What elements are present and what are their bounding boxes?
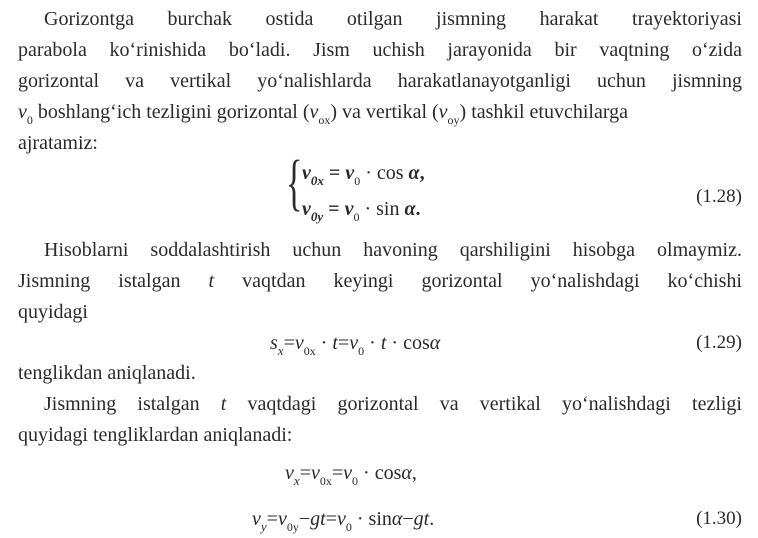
eq129-number: (1.29) (696, 332, 742, 353)
dot-operator: · (315, 332, 333, 354)
equals: = (331, 462, 344, 484)
symbol-v: v (252, 508, 261, 530)
equals: = (323, 162, 346, 184)
subscript: 0y (310, 209, 324, 224)
cos-text: · cos (360, 162, 409, 184)
symbol-v: v (302, 162, 311, 184)
text-fragment: Jismning istalgan (44, 393, 221, 415)
symbol-v: v (302, 198, 311, 220)
symbol-gt: gt (413, 508, 430, 530)
punctuation: . (415, 198, 421, 220)
symbol-t: t (332, 332, 338, 354)
subscript: 0 (345, 520, 352, 534)
symbol-v: v (309, 101, 319, 123)
para1-line4 (18, 99, 742, 127)
symbol-v: v (18, 101, 27, 123)
para2-line3: quyidagi (18, 301, 88, 323)
equals: = (325, 508, 337, 530)
text-fragment: vaqtdan keyingi gorizontal yoʻnalishdagi koʻchishi (214, 270, 742, 292)
eq128-row2 (302, 196, 421, 224)
text-fragment: ) tashkil etuvchilarga (459, 101, 629, 123)
para1-line2: parabola koʻrinishida boʻladi. Jism uchish jarayonida bir vaqtning oʻzida (18, 39, 742, 61)
dot-operator: · (364, 332, 381, 354)
equals: = (299, 462, 311, 484)
para1-line5: ajratamiz: (18, 132, 98, 154)
subscript: 0 (353, 210, 360, 224)
sin-text: · sin (359, 198, 405, 220)
text-fragment: vaqtdagi gorizontal va vertikal yoʻnalishdagi tezligi (226, 393, 742, 415)
eq129 (270, 330, 440, 358)
symbol-t: t (380, 332, 387, 354)
punctuation: . (429, 508, 435, 530)
eq130-row1 (285, 460, 417, 488)
dot-operator: · (386, 332, 404, 354)
symbol-v: v (277, 508, 287, 530)
alpha-symbol: α (391, 508, 403, 530)
symbol-v: v (310, 462, 320, 484)
subscript: ox (318, 113, 331, 127)
system-brace: { (286, 149, 303, 217)
symbol-v: v (336, 508, 346, 530)
eq128-number: (1.28) (696, 186, 742, 207)
symbol-t: t (208, 270, 215, 292)
symbol-v: v (349, 332, 359, 354)
para2-line2 (18, 268, 742, 294)
minus: − (402, 508, 414, 530)
subscript: 0x (303, 344, 316, 358)
equals: = (283, 332, 295, 354)
para3-line2 (44, 391, 742, 417)
punctuation: , (419, 162, 425, 184)
text-fragment: ) va vertikal ( (330, 101, 439, 123)
punctuation: , (411, 462, 417, 484)
subscript: 0 (352, 474, 359, 488)
alpha-symbol: α (404, 198, 416, 220)
para1-line1: Gorizontga burchak ostida otilgan jismning harakat trayektoriyasi (44, 8, 742, 30)
subscript: y (260, 519, 267, 534)
para3-line3: quyidagi tengliklardan aniqlanadi: (18, 424, 293, 446)
symbol-s: s (270, 332, 278, 354)
subscript: 0x (319, 474, 332, 488)
sin-text: sin (368, 508, 392, 530)
minus: − (298, 508, 311, 530)
symbol-t: t (220, 393, 227, 415)
symbol-v: v (285, 462, 294, 484)
alpha-symbol: α (408, 162, 420, 184)
subscript: x (277, 343, 284, 358)
dot-operator: · (358, 462, 375, 484)
dot-operator: · (351, 508, 369, 530)
para3-line1: tenglikdan aniqlanadi. (18, 362, 196, 384)
subscript: 0 (358, 344, 365, 358)
equals: = (323, 198, 345, 220)
para2-line1: Hisoblarni soddalashtirish uchun havoning qarshiligini hisobga olmaymiz. (44, 239, 742, 261)
equals: = (337, 332, 350, 354)
eq130-row2 (252, 506, 434, 534)
alpha-symbol: α (429, 332, 441, 354)
symbol-v: v (344, 198, 354, 220)
para1-line3: gorizontal va vertikal yoʻnalishlarda harakatlanayotganligi uchun jismning (18, 70, 742, 92)
symbol-v: v (343, 462, 353, 484)
symbol-v: v (294, 332, 304, 354)
alpha-symbol: α (401, 462, 412, 484)
symbol-gt: gt (310, 508, 326, 530)
subscript: 0 (354, 174, 361, 188)
subscript: 0 (26, 113, 33, 127)
subscript: 0y (286, 520, 299, 534)
equals: = (266, 508, 278, 530)
text-fragment: Jismning istalgan (18, 270, 209, 292)
symbol-v: v (345, 162, 355, 184)
eq130-number: (1.30) (696, 508, 742, 529)
cos-text: cos (374, 462, 402, 484)
eq128-row1 (302, 160, 425, 188)
subscript: 0x (310, 173, 324, 188)
text-fragment: boshlangʻich tezligini gorizontal ( (32, 101, 310, 123)
symbol-v: v (438, 101, 448, 123)
cos-text: cos (403, 332, 430, 354)
subscript: oy (447, 113, 460, 127)
subscript: x (293, 473, 300, 488)
